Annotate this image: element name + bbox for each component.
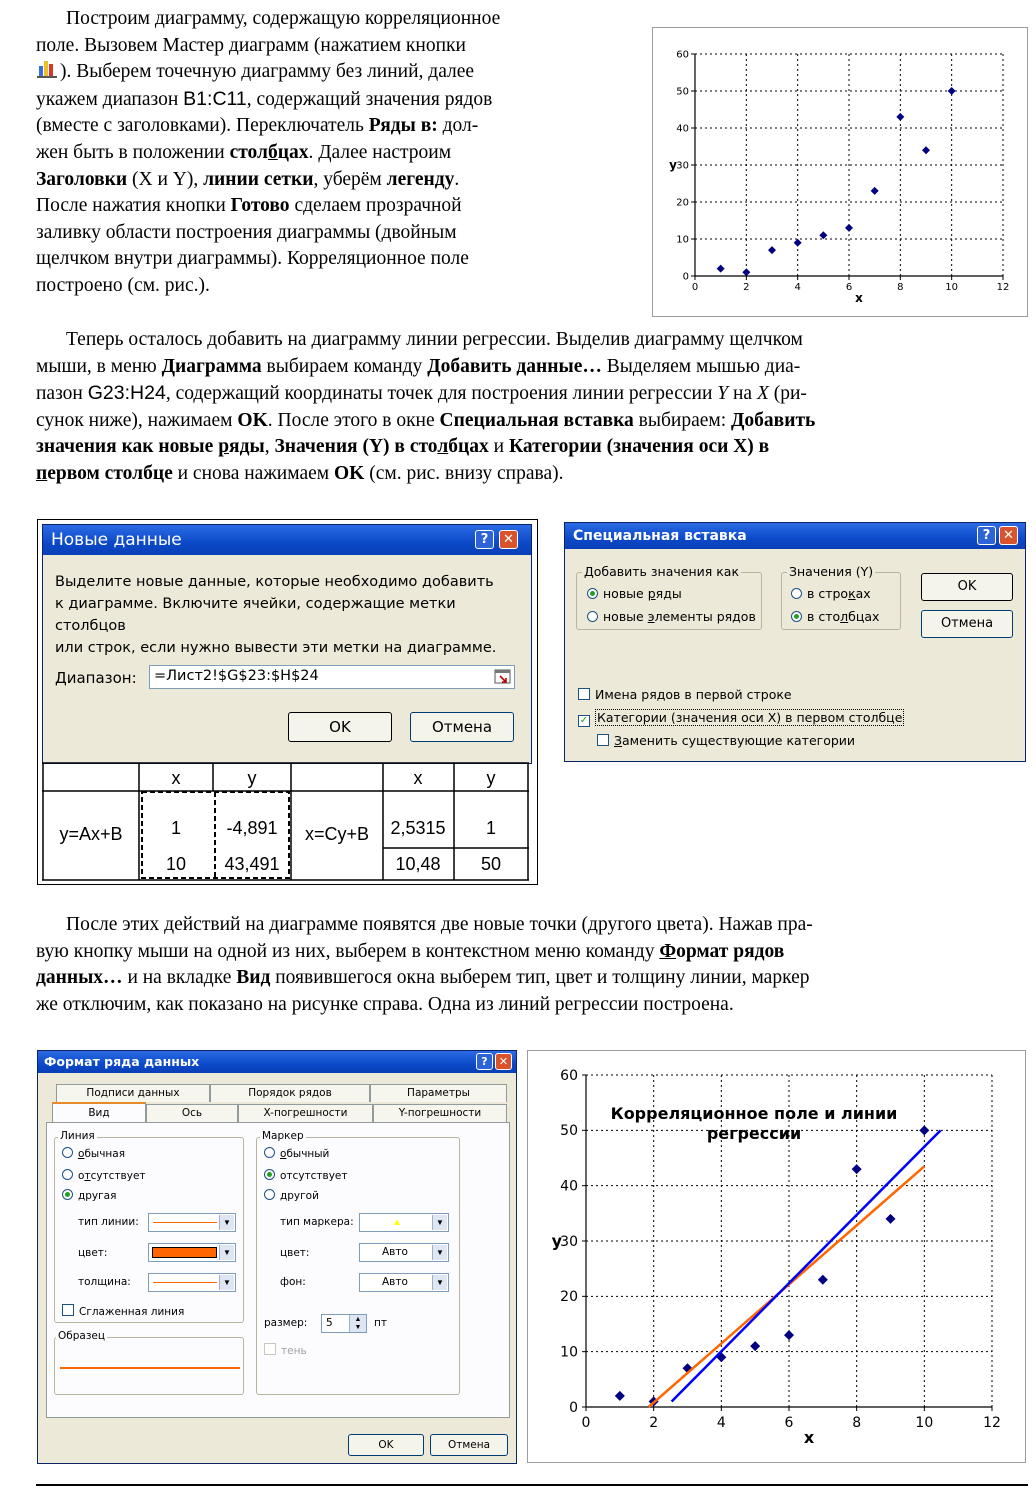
y-tick-label: 60 — [676, 49, 689, 61]
text-line: поле. Вызовем Мастер диаграмм (нажатием кнопки — [36, 34, 466, 56]
chevron-down-icon: ▼ — [219, 1245, 234, 1260]
data-point — [794, 239, 802, 247]
data-point — [886, 1214, 896, 1224]
range-label: Диапазон: — [55, 669, 137, 687]
data-point — [896, 113, 904, 121]
x-axis-label: x — [855, 291, 863, 305]
worksheet-fragment — [42, 762, 532, 882]
dialog-title: Новые данные — [51, 530, 182, 550]
tab-axis[interactable]: Ось — [146, 1104, 238, 1122]
chart-title-line: регрессии — [706, 1124, 802, 1143]
y-tick-label: 60 — [560, 1067, 578, 1084]
sample-group — [54, 1337, 244, 1395]
checkbox-categories[interactable]: ✓ Категории (значения оси X) в первом столбце — [579, 710, 903, 726]
cell-value: 10 — [165, 854, 187, 874]
x-tick-label: 2 — [743, 282, 750, 293]
tab-x-errors[interactable]: X-погрешности — [238, 1104, 373, 1122]
marker-fill-label: фон: — [280, 1276, 306, 1288]
color-swatch — [152, 1247, 217, 1258]
data-point — [819, 231, 827, 239]
data-point — [871, 187, 879, 195]
formula-label-1: y=Ax+B — [59, 824, 123, 844]
help-icon[interactable]: ? — [476, 1053, 493, 1070]
x-tick-label: 4 — [794, 282, 801, 293]
tab-data-labels[interactable]: Подписи данных — [56, 1084, 210, 1102]
data-point — [852, 1164, 862, 1174]
radio-line-none[interactable]: отсутствует — [62, 1169, 146, 1182]
y-tick-label: 10 — [676, 234, 689, 246]
chevron-down-icon: ▼ — [219, 1275, 234, 1290]
stepper-arrows-icon[interactable]: ▲ ▼ — [349, 1315, 366, 1332]
group-label: Значения (Y) — [789, 564, 874, 579]
help-icon[interactable]: ? — [475, 530, 494, 549]
radio-line-normal[interactable]: обычная — [62, 1147, 125, 1160]
cancel-button[interactable]: Отмена — [921, 610, 1013, 638]
marker-size-label: размер: — [264, 1317, 308, 1329]
text-line: же отключим, как показано на рисунке справа. Одна из линий регрессии построена. — [36, 993, 734, 1015]
data-point — [742, 268, 750, 276]
x-tick-label: 6 — [784, 1415, 794, 1431]
line-width-sample — [153, 1282, 217, 1283]
y-tick-label: 20 — [560, 1289, 578, 1306]
tab-view[interactable]: Вид — [52, 1102, 146, 1123]
x-tick-label: 0 — [691, 282, 699, 293]
cell-value: 50 — [480, 854, 502, 874]
y-tick-label: 0 — [682, 271, 689, 283]
marker-type-select[interactable] — [359, 1213, 449, 1232]
data-point — [615, 1391, 625, 1401]
dialog-titlebar — [43, 525, 531, 555]
ok-button[interactable]: OK — [288, 712, 392, 742]
x-axis-label: x — [803, 1428, 815, 1447]
dialog-instruction: Выделите новые данные, которые необходимо добавить к диаграмме. Включите ячейки, содержащие метки столбцов или строк, если нужно вывести эти метки на диаграмме. — [55, 574, 497, 656]
x-tick-label: 2 — [649, 1415, 659, 1431]
y-tick-label: 50 — [560, 1123, 578, 1140]
cell-value: -4,891 — [226, 818, 278, 838]
chart-wizard-icon — [36, 59, 58, 79]
y-tick-label: 30 — [560, 1233, 578, 1250]
radio-marker-none[interactable]: отсутствует — [264, 1169, 348, 1182]
y-axis-label: y — [551, 1231, 562, 1251]
text-line: мыши, в меню Диаграмма выбираем команду Добавить данные… Выделяем мышью диа- — [36, 355, 801, 377]
radio-icon — [264, 1147, 275, 1158]
new-data-dialog — [42, 524, 532, 764]
text-line: Заголовки (X и Y), линии сетки, уберём легенду. — [36, 168, 460, 190]
paste-special-dialog — [564, 522, 1026, 762]
line-color-label: цвет: — [78, 1247, 108, 1259]
x-tick-label: 10 — [945, 282, 959, 293]
checkbox-icon: ✓ — [579, 715, 589, 726]
radio-new-series[interactable]: новые ряды — [587, 586, 682, 601]
marker-size-unit: пт — [374, 1317, 387, 1329]
marker-color-label: цвет: — [280, 1247, 310, 1259]
text-line: первом столбце и снова нажимаем OK (см. рис. внизу справа). — [36, 462, 564, 484]
group-label: Добавить значения как — [584, 564, 739, 579]
formula-label-2: x=Cy+B — [304, 824, 370, 844]
radio-icon — [587, 588, 598, 599]
y-tick-label: 40 — [676, 123, 689, 135]
line-color-select[interactable] — [148, 1243, 236, 1262]
y-axis-label: y — [669, 158, 677, 173]
radio-icon — [587, 611, 598, 622]
data-point — [845, 224, 853, 232]
regression-paragraph — [36, 327, 1028, 488]
checkbox-icon — [62, 1304, 74, 1316]
text-line: жен быть в положении столбцах. Далее настроим — [36, 141, 452, 163]
text-line: данных… и на вкладке Вид появившегося окна выберем тип, цвет и толщину линии, маркер — [36, 967, 810, 989]
collapse-dialog-icon[interactable] — [494, 668, 512, 686]
cancel-button[interactable]: Отмена — [430, 1434, 508, 1456]
scatter-chart-small — [652, 27, 1028, 317]
tab-options[interactable]: Параметры — [370, 1084, 507, 1102]
regression-line — [672, 1130, 941, 1401]
range-input[interactable]: =Лист2!$G$23:$H$24 — [149, 665, 515, 689]
radio-icon — [791, 611, 802, 622]
line-type-select[interactable] — [148, 1213, 236, 1232]
y-tick-label: 40 — [560, 1178, 578, 1195]
text-line: вую кнопку мыши на одной из них, выберем в контекстном меню команду Формат рядов — [36, 940, 785, 962]
data-point — [919, 1125, 929, 1135]
data-point — [818, 1275, 828, 1285]
format-series-dialog — [37, 1050, 517, 1464]
tab-series-order[interactable]: Порядок рядов — [210, 1084, 370, 1102]
radio-icon — [264, 1189, 275, 1200]
group-label: Образец — [58, 1330, 106, 1342]
radio-icon — [62, 1189, 73, 1200]
text-line: построено (см. рис.). — [36, 274, 210, 296]
radio-marker-custom[interactable]: другой — [264, 1189, 319, 1202]
radio-rows[interactable]: в строках — [791, 586, 871, 601]
chart-title-line: Корреляционное поле и линии — [610, 1104, 898, 1123]
x-tick-label: 4 — [716, 1415, 726, 1431]
header-y1: y — [247, 768, 257, 788]
new-data-figure — [37, 519, 538, 885]
radio-new-points[interactable]: новые элементы рядов — [587, 609, 756, 624]
cell-value: 2,5315 — [390, 818, 446, 838]
text-line: После этих действий на диаграмме появятся две новые точки (другого цвета). Нажав пра- — [66, 914, 813, 935]
x-tick-label: 8 — [852, 1415, 862, 1431]
intro-paragraph — [36, 6, 632, 300]
chart2-plot — [528, 1051, 1025, 1462]
page-rule — [36, 1484, 1028, 1486]
marker-color-select[interactable]: Авто ▼ — [359, 1243, 449, 1262]
y-tick-label: 10 — [560, 1344, 578, 1361]
radio-icon — [62, 1169, 73, 1180]
tab-y-errors[interactable]: Y-погрешности — [373, 1104, 507, 1122]
x-tick-label: 12 — [996, 282, 1010, 293]
close-icon[interactable]: ✕ — [999, 526, 1018, 545]
chevron-down-icon: ▼ — [432, 1245, 447, 1260]
format-paragraph — [36, 912, 1028, 1018]
checkbox-icon — [597, 734, 609, 746]
radio-icon — [62, 1147, 73, 1158]
dialog-titlebar — [565, 523, 1025, 549]
group-label: Линия — [60, 1130, 95, 1142]
regression-chart — [527, 1050, 1026, 1463]
ok-button[interactable]: OK — [921, 573, 1013, 601]
checkbox-icon — [578, 688, 590, 700]
chevron-down-icon: ▼ — [219, 1215, 234, 1230]
close-icon[interactable]: ✕ — [495, 1053, 512, 1070]
data-point — [750, 1341, 760, 1351]
x-tick-label: 6 — [845, 282, 853, 293]
data-point — [717, 265, 725, 273]
close-icon[interactable]: ✕ — [499, 530, 518, 549]
text-line: сунок ниже), нажимаем OK. После этого в окне Специальная вставка выбираем: Добавить — [36, 409, 816, 431]
y-tick-label: 0 — [569, 1399, 578, 1416]
radio-icon — [791, 588, 802, 599]
line-sample — [60, 1367, 240, 1369]
cell-value: 1 — [170, 818, 182, 838]
dialog-title: Специальная вставка — [573, 528, 747, 544]
ok-button[interactable]: OK — [348, 1434, 424, 1456]
cell-value: 1 — [485, 818, 497, 838]
group-label: Маркер — [262, 1130, 304, 1142]
text-line: щелчком внутри диаграммы). Корреляционное поле — [36, 248, 469, 270]
text-line: После нажатия кнопки Готово сделаем прозрачной — [36, 195, 462, 217]
x-tick-label: 10 — [915, 1415, 934, 1431]
checkbox-icon — [264, 1343, 276, 1355]
data-point — [948, 87, 956, 95]
text-line: ). Выберем точечную диаграмму без линий, далее — [36, 59, 632, 86]
checkbox-series-names[interactable]: Имена рядов в первой строке — [578, 687, 792, 702]
chevron-down-icon: ▼ — [432, 1215, 447, 1230]
x-tick-label: 12 — [983, 1415, 1001, 1431]
marker-type-label: тип маркера: — [280, 1216, 354, 1228]
text-line: укажем диапазон B1:C11, содержащий значения рядов — [36, 87, 493, 110]
data-point — [768, 246, 776, 254]
text-line: Построим диаграмму, содержащую корреляционное — [66, 8, 501, 29]
cancel-button[interactable]: Отмена — [410, 712, 514, 742]
header-x1: x — [171, 768, 181, 788]
chevron-down-icon: ▼ — [432, 1275, 447, 1290]
header-x2: x — [413, 768, 423, 788]
checkbox-shadow[interactable]: тень — [264, 1343, 307, 1357]
text-line: значения как новые ряды, Значения (Y) в столбцах и Категории (значения оси X) в — [36, 436, 770, 458]
cell-value: 10,48 — [395, 854, 441, 874]
text-line: заливку области построения диаграммы (двойным — [36, 221, 457, 243]
chart1-plot — [653, 28, 1027, 316]
line-style-sample — [153, 1222, 217, 1223]
x-tick-label: 8 — [897, 282, 904, 293]
line-width-label: толщина: — [78, 1276, 131, 1288]
dialog-title: Формат ряда данных — [44, 1054, 200, 1069]
y-tick-label: 30 — [676, 160, 689, 172]
help-icon[interactable]: ? — [977, 526, 996, 545]
radio-icon — [264, 1169, 275, 1180]
radio-columns[interactable]: в столбцах — [791, 609, 879, 624]
marker-fill-select[interactable]: Авто ▼ — [359, 1273, 449, 1292]
y-tick-label: 50 — [676, 86, 689, 98]
radio-line-custom[interactable]: другая — [62, 1189, 116, 1202]
triangle-icon: ▲ — [392, 1217, 402, 1228]
text-line: Теперь осталось добавить на диаграмму линии регрессии. Выделив диаграмму щелчком — [66, 329, 803, 350]
line-width-select[interactable] — [148, 1273, 236, 1292]
radio-marker-normal[interactable]: обычный — [264, 1147, 329, 1160]
checkbox-smooth[interactable]: Сглаженная линия — [62, 1304, 184, 1318]
header-y2: y — [486, 768, 496, 788]
text-line: пазон G23:H24, содержащий координаты точек для построения линии регрессии Y на X (ри- — [36, 382, 807, 405]
cell-value: 43,491 — [224, 854, 280, 874]
text-line: (вместе с заголовками). Переключатель Ряды в: дол- — [36, 115, 479, 137]
dialog-titlebar — [38, 1051, 516, 1073]
line-type-label: тип линии: — [78, 1216, 139, 1228]
checkbox-replace-categories[interactable]: Заменить существующие категории — [597, 733, 855, 748]
marker-size-stepper[interactable]: 5 ▲ ▼ — [321, 1314, 367, 1333]
data-point — [922, 146, 930, 154]
y-tick-label: 20 — [676, 197, 689, 209]
x-tick-label: 0 — [581, 1415, 591, 1431]
data-point — [784, 1330, 794, 1340]
